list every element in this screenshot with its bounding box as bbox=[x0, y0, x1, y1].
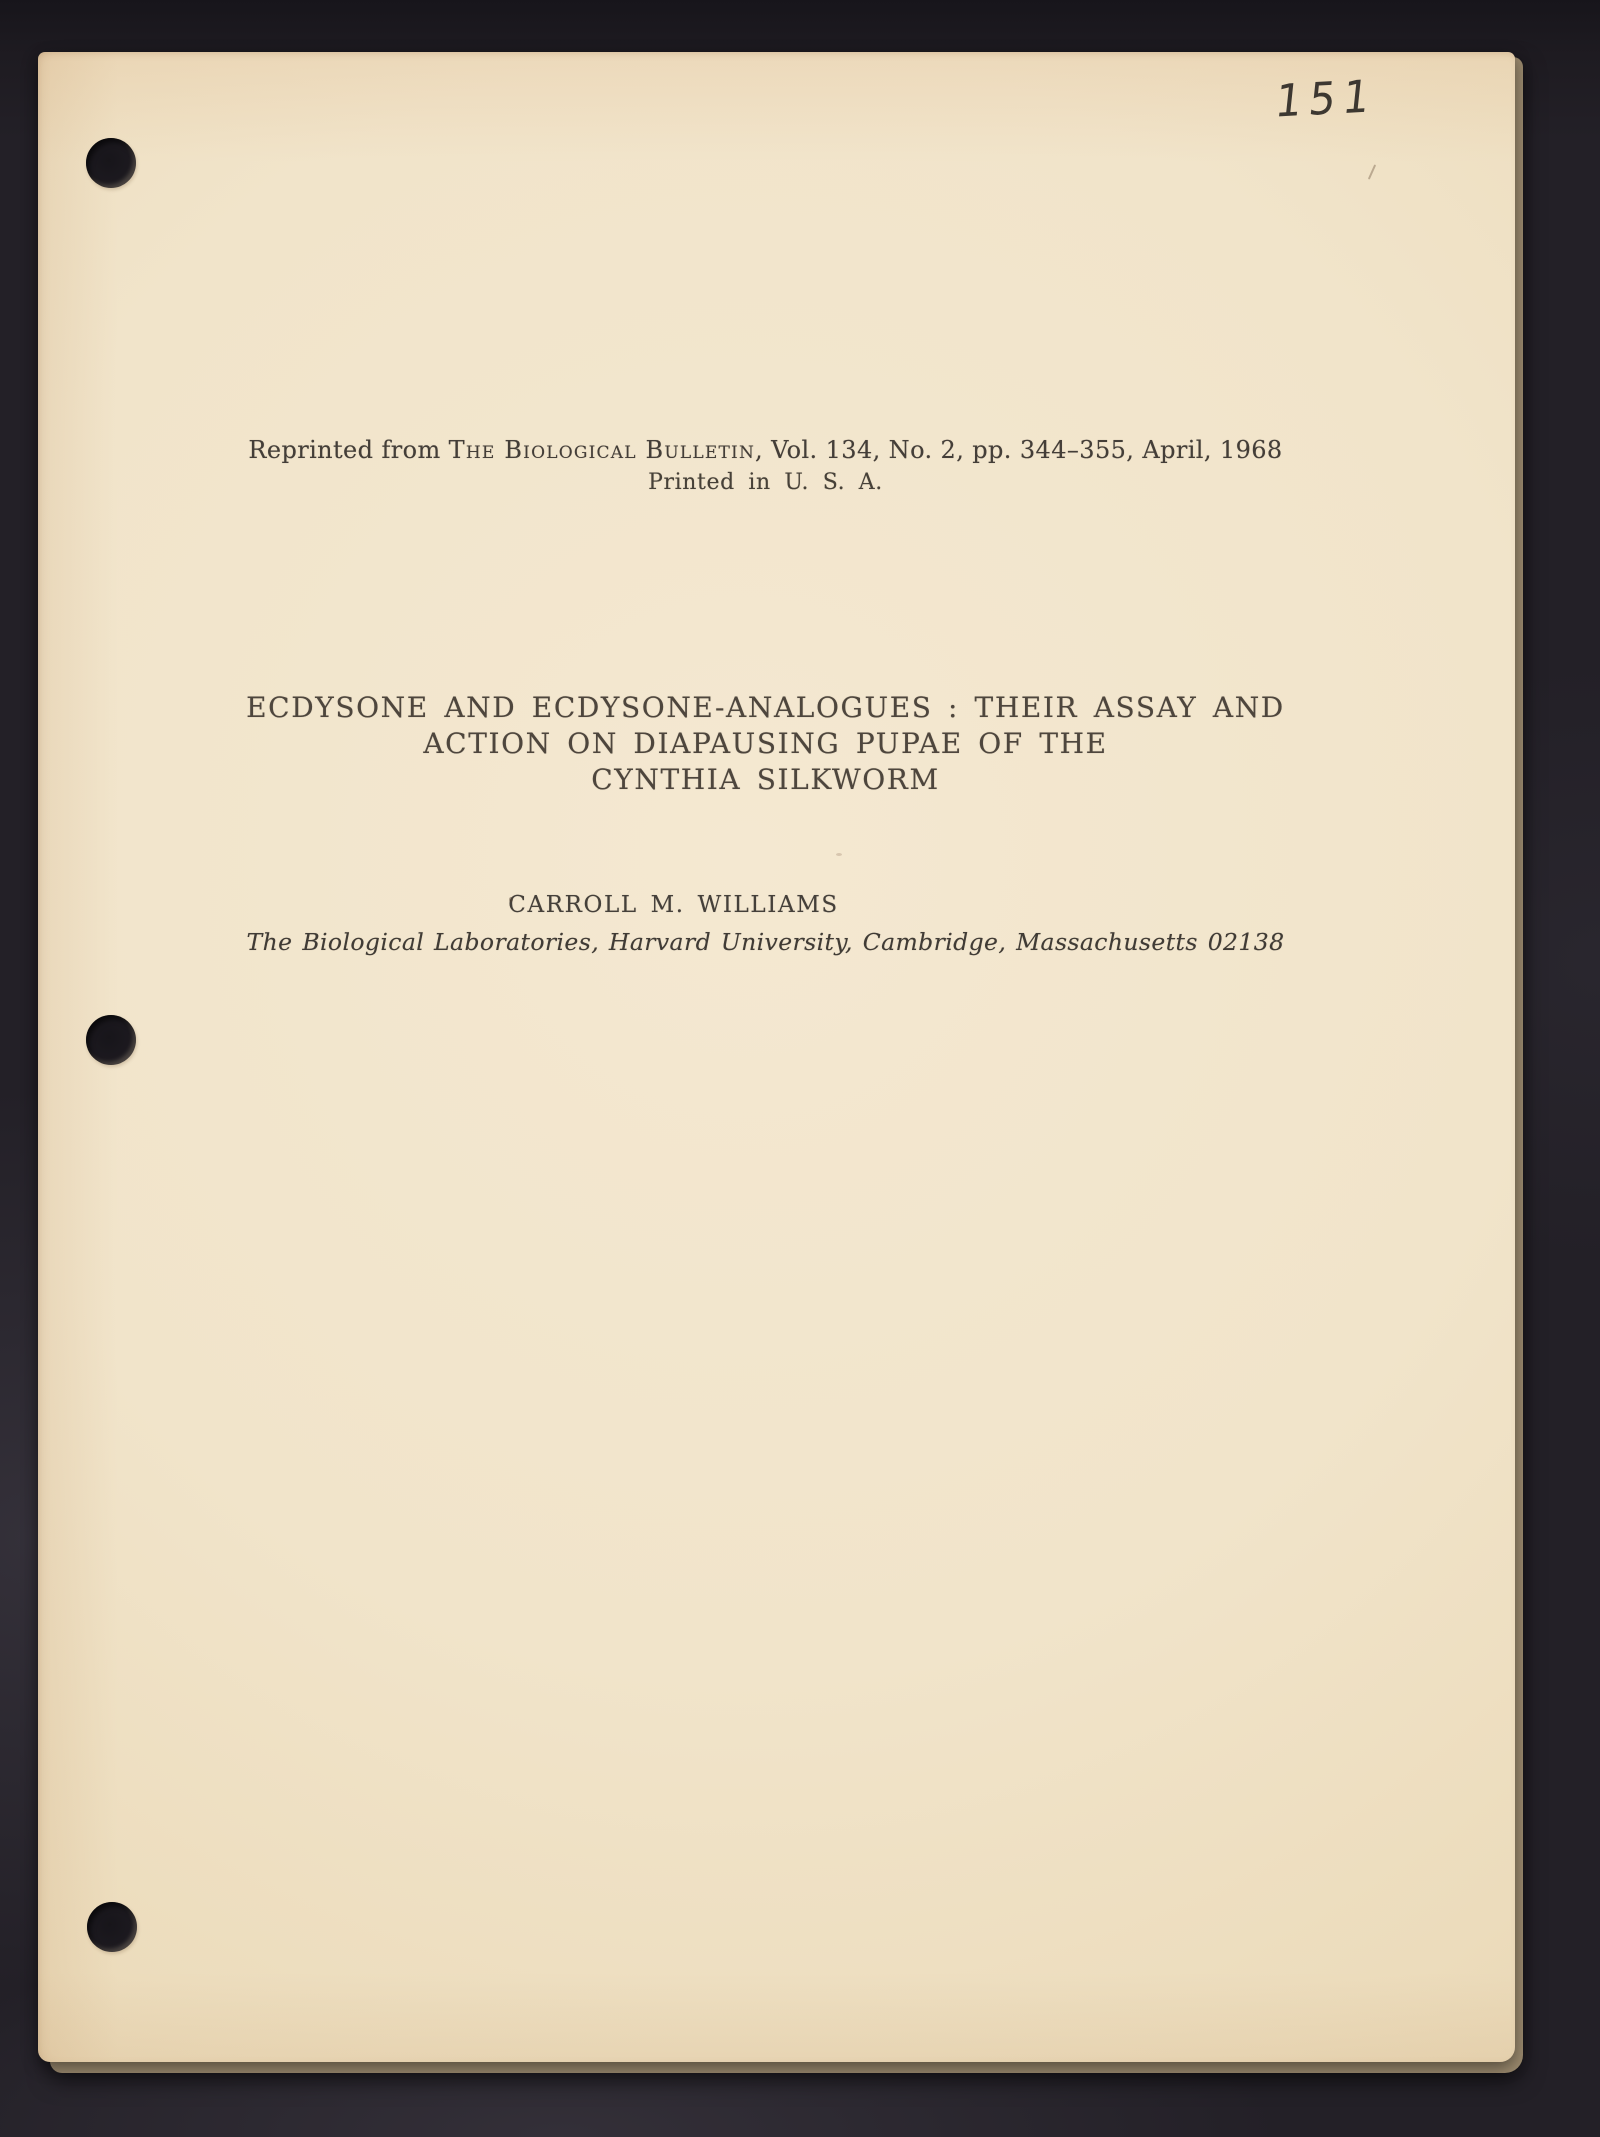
title-line-3: CYNTHIA SILKWORM bbox=[591, 763, 940, 796]
reprint-suffix: , Vol. 134, No. 2, pp. 344–355, April, 1968 bbox=[755, 436, 1283, 464]
paper-speck bbox=[836, 853, 842, 856]
title-line-1: ECDYSONE AND ECDYSONE-ANALOGUES : THEIR ASSAY AND bbox=[246, 691, 1285, 724]
author-name: CARROLL M. WILLIAMS bbox=[508, 892, 839, 918]
title-line-2: ACTION ON DIAPAUSING PUPAE OF THE bbox=[423, 727, 1108, 760]
reprint-notice bbox=[38, 436, 1493, 495]
printed-in-line: Printed in U. S. A. bbox=[648, 470, 883, 495]
author-affiliation: The Biological Laboratories, Harvard University, Cambridge, Massachusetts 02138 bbox=[246, 928, 1285, 956]
reprint-prefix: Reprinted from bbox=[248, 436, 449, 464]
handwritten-page-number: 151 bbox=[1272, 69, 1380, 128]
page-content bbox=[38, 52, 1493, 2062]
paper-speck bbox=[509, 897, 513, 902]
reprint-line bbox=[38, 436, 1493, 464]
document-page bbox=[38, 52, 1515, 2062]
journal-name: The Biological Bulletin bbox=[448, 436, 756, 464]
article-title bbox=[38, 690, 1493, 798]
